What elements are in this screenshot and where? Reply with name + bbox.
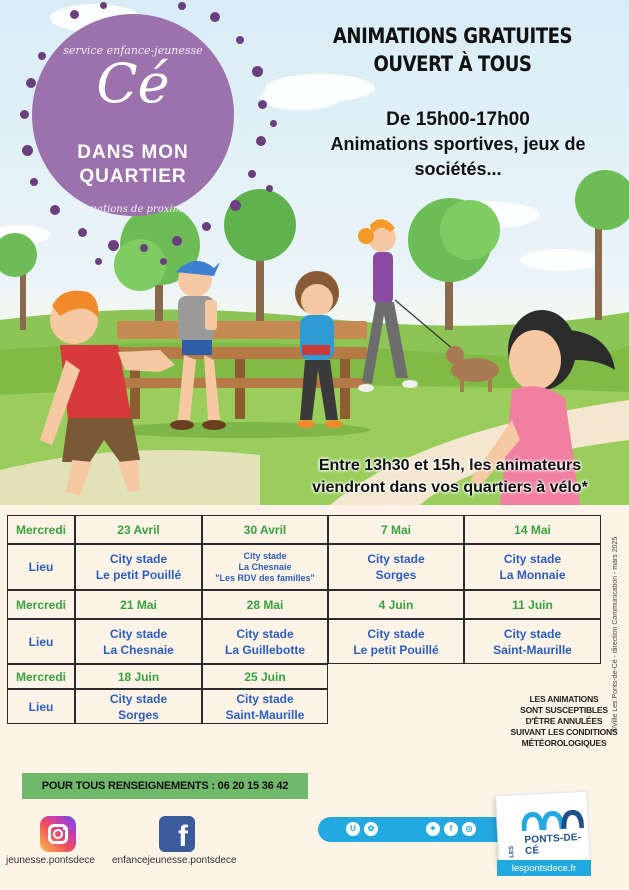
badge-dot — [266, 185, 273, 192]
day-label: Mercredi — [15, 597, 67, 612]
credit-vertical — [612, 432, 624, 732]
instagram-handle[interactable]: jeunesse.pontsdece — [6, 855, 95, 866]
date-cell — [202, 590, 328, 619]
place-line: Saint-Maurille — [493, 642, 572, 657]
place-cell — [202, 619, 328, 664]
badge-title-line1: DANS MON — [77, 142, 189, 163]
bike-notice-line2: viendront dans vos quartiers à vélo* — [312, 479, 588, 496]
date-value: 30 Avril — [243, 522, 287, 537]
instagram-flash — [63, 827, 66, 830]
place-cell — [75, 689, 202, 724]
date-value: 23 Avril — [117, 522, 160, 537]
date-cell — [328, 590, 464, 619]
instagram-icon[interactable] — [40, 816, 76, 852]
date-value: 4 Juin — [378, 597, 414, 612]
place-line: City stade — [109, 552, 168, 566]
date-cell — [75, 664, 202, 689]
place-line: La Monnaie — [499, 568, 566, 582]
badge-dot — [236, 36, 244, 44]
weather-notice — [508, 694, 620, 749]
badge-dot — [160, 258, 167, 265]
date-value: 11 Juin — [512, 597, 553, 612]
hours-desc-line1: Animations sportives, jeux de — [330, 134, 586, 154]
badge-dot — [70, 10, 79, 19]
headline-line1: ANIMATIONS GRATUITES — [332, 24, 573, 48]
bike-notice — [285, 455, 615, 499]
place-line: "Les RDV des familles" — [215, 572, 315, 583]
weather-notice-line: MÉTÉOROLOGIQUES — [521, 738, 607, 748]
bike-notice-line1: Entre 13h30 et 15h, les animateurs — [318, 457, 582, 474]
bridges-icon — [521, 808, 584, 833]
weather-notice-line: SUIVANT LES CONDITIONS — [510, 727, 618, 737]
date-value: 28 Mai — [246, 597, 284, 612]
place-line: Le petit Pouillé — [95, 568, 182, 582]
credit-text: ©Ville Les Ponts-de-Cé - direction Communication - mars 2025 — [612, 536, 619, 732]
place-cell — [202, 544, 328, 590]
day-label-cell — [7, 664, 75, 689]
facebook-small-icon[interactable]: f — [444, 822, 458, 836]
badge-dot — [210, 12, 220, 22]
label-icon: ✿ — [364, 822, 378, 836]
place-cell — [328, 619, 464, 664]
brand-bar — [318, 817, 498, 842]
city-prefix: LES — [508, 845, 516, 858]
badge-subtitle: service enfance-jeunesse — [63, 44, 203, 57]
place-line: City stade — [236, 691, 294, 706]
hours-desc-line2: sociétés... — [414, 159, 502, 179]
website-link[interactable]: lespontsdece.fr — [497, 860, 591, 876]
badge-dot — [258, 100, 267, 109]
place-line: Sorges — [375, 568, 417, 582]
place-label-cell — [7, 544, 75, 590]
place-line: La Chesnaie — [238, 561, 292, 572]
badge-dot — [256, 136, 266, 146]
place-line: La Guillebotte — [224, 642, 305, 657]
date-cell — [464, 590, 601, 619]
weather-notice-line: LES ANIMATIONS — [529, 694, 599, 704]
place-label: Lieu — [28, 699, 54, 714]
date-cell — [202, 515, 328, 544]
place-line: City stade — [367, 552, 425, 566]
place-line: La Chesnaie — [103, 642, 174, 657]
place-line: City stade — [109, 626, 168, 641]
unesco-icon: U — [346, 822, 360, 836]
badge-dot — [108, 240, 119, 251]
contact-banner: POUR TOUS RENSEIGNEMENTS : 06 20 15 36 42 — [22, 773, 308, 799]
day-label: Mercredi — [15, 669, 67, 684]
place-line: City stade — [236, 626, 294, 641]
badge-dot — [270, 120, 277, 127]
hours-time: De 15h00-17h00 — [386, 109, 530, 130]
date-cell — [328, 515, 464, 544]
date-value: 7 Mai — [380, 522, 411, 537]
place-label: Lieu — [28, 634, 54, 649]
badge-logo: Cé — [96, 52, 170, 115]
place-cell — [464, 544, 601, 590]
badge-title-line2: QUARTIER — [79, 166, 187, 187]
badge-dot — [248, 170, 256, 178]
place-label-cell — [7, 689, 75, 724]
badge-tagline: Animations de proximité — [70, 204, 196, 215]
date-value: 25 Juin — [244, 669, 286, 684]
place-line: Le petit Pouillé — [353, 642, 439, 657]
city-logo — [495, 791, 591, 869]
weather-notice-line: D'ÊTRE ANNULÉES — [525, 716, 603, 726]
instagram-small-icon[interactable]: ◎ — [462, 822, 476, 836]
day-label: Mercredi — [15, 522, 67, 537]
place-line: City stade — [503, 626, 562, 641]
badge-dot — [20, 110, 29, 119]
place-label-cell — [7, 619, 75, 664]
date-cell — [75, 515, 202, 544]
place-cell — [328, 544, 464, 590]
place-line: Saint-Maurille — [225, 707, 305, 722]
day-label-cell — [7, 515, 75, 544]
place-line: City stade — [503, 552, 562, 566]
place-line: City stade — [243, 550, 287, 561]
headline-line2: OUVERT À TOUS — [373, 52, 532, 76]
place-cell — [464, 619, 601, 664]
badge-dot — [172, 236, 182, 246]
place-cell — [75, 619, 202, 664]
date-value: 14 Mai — [514, 522, 551, 537]
badge-dot — [140, 244, 148, 252]
day-label-cell — [7, 590, 75, 619]
place-line: City stade — [367, 626, 425, 641]
place-label: Lieu — [28, 560, 54, 574]
twitter-icon[interactable]: ✦ — [426, 822, 440, 836]
instagram-lens — [53, 829, 63, 839]
date-cell — [75, 590, 202, 619]
place-line: Sorges — [118, 707, 159, 722]
program-badge — [32, 14, 234, 216]
date-value: 21 Mai — [120, 597, 157, 612]
place-cell — [75, 544, 202, 590]
city-name: PONTS-DE-CÉ — [524, 832, 582, 857]
facebook-handle[interactable]: enfancejeunesse.pontsdece — [112, 855, 237, 866]
weather-notice-line: SONT SUSCEPTIBLES — [520, 705, 608, 715]
badge-dot — [178, 2, 186, 10]
facebook-icon[interactable]: f — [159, 816, 195, 852]
badge-dot — [78, 228, 87, 237]
badge-dot — [252, 66, 263, 77]
date-cell — [202, 664, 328, 689]
hours-block — [300, 108, 616, 182]
badge-dot — [100, 2, 107, 9]
date-value: 18 Juin — [117, 669, 160, 684]
headline — [321, 22, 583, 78]
badge-dot — [202, 222, 211, 231]
date-cell — [464, 515, 601, 544]
badge-dot — [95, 258, 102, 265]
place-cell — [202, 689, 328, 724]
place-line: City stade — [109, 691, 168, 706]
